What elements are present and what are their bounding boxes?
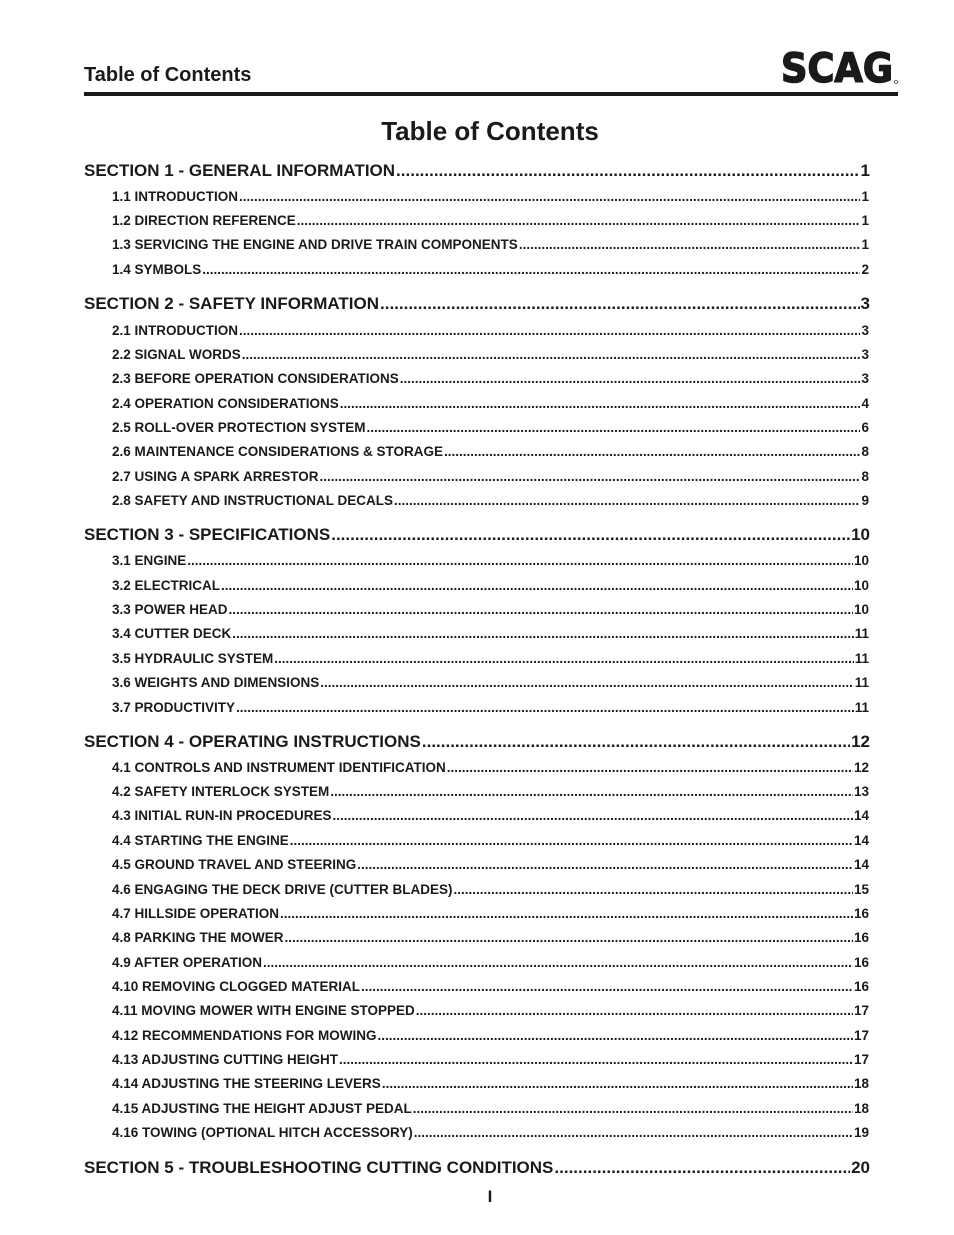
toc-entry-label: 4.12 RECOMMENDATIONS FOR MOWING <box>112 1028 377 1043</box>
dot-leader <box>202 262 860 277</box>
toc-page-number: 19 <box>853 1125 869 1140</box>
toc-entry-label: 3.7 PRODUCTIVITY <box>112 700 236 715</box>
toc-page-number: 20 <box>851 1158 870 1177</box>
toc-entry[interactable] <box>112 857 869 872</box>
dot-leader <box>330 784 853 799</box>
toc-entry[interactable] <box>112 675 869 690</box>
toc-entry[interactable] <box>112 808 869 823</box>
toc-entry[interactable] <box>112 578 869 593</box>
toc-entry-label: 2.7 USING A SPARK ARRESTOR <box>112 469 319 484</box>
dot-leader <box>320 469 861 484</box>
toc-entry[interactable] <box>112 955 869 970</box>
header-rule <box>84 92 898 96</box>
toc-entry[interactable] <box>112 1076 869 1091</box>
dot-leader <box>285 930 853 945</box>
toc-entry[interactable] <box>112 396 869 411</box>
toc-entry[interactable] <box>112 1101 869 1116</box>
dot-leader <box>361 979 853 994</box>
dot-leader <box>221 578 853 593</box>
dot-leader <box>340 396 861 411</box>
dot-leader <box>422 732 850 752</box>
toc-entry-label: 2.4 OPERATION CONSIDERATIONS <box>112 396 339 411</box>
toc-page-number: 3 <box>861 371 869 386</box>
toc-entry[interactable] <box>112 1052 869 1067</box>
toc-entry[interactable] <box>112 602 869 617</box>
toc-entry-label: 4.15 ADJUSTING THE HEIGHT ADJUST PEDAL <box>112 1101 412 1116</box>
toc-page-number: 3 <box>861 347 869 362</box>
toc-entry[interactable] <box>112 906 869 921</box>
toc-entry[interactable] <box>112 213 869 228</box>
toc-page-number: 11 <box>854 651 869 666</box>
toc-entry-label: 4.2 SAFETY INTERLOCK SYSTEM <box>112 784 330 799</box>
toc-entry[interactable] <box>112 930 869 945</box>
dot-leader <box>447 760 853 775</box>
dot-leader <box>454 882 853 897</box>
toc-page-number: 8 <box>861 469 869 484</box>
dot-leader <box>554 1158 850 1178</box>
toc-entry-label: 3.5 HYDRAULIC SYSTEM <box>112 651 274 666</box>
toc-entry-label: 4.4 STARTING THE ENGINE <box>112 833 289 848</box>
toc-page-number: 10 <box>853 553 869 568</box>
dot-leader <box>263 955 853 970</box>
dot-leader <box>290 833 853 848</box>
dot-leader <box>297 213 861 228</box>
toc-entry-label: 1.1 INTRODUCTION <box>112 189 239 204</box>
toc-entry[interactable] <box>112 444 869 459</box>
toc-page-number: 9 <box>861 493 869 508</box>
toc-page-number: 1 <box>861 189 869 204</box>
toc-entry-label: 1.2 DIRECTION REFERENCE <box>112 213 296 228</box>
toc-entry-label: 2.1 INTRODUCTION <box>112 323 239 338</box>
toc-entry-label: 4.10 REMOVING CLOGGED MATERIAL <box>112 979 361 994</box>
toc-page-number: 16 <box>853 979 869 994</box>
dot-leader <box>396 161 859 181</box>
dot-leader <box>333 808 853 823</box>
toc-page-number: 14 <box>853 833 869 848</box>
toc-entry[interactable] <box>112 784 869 799</box>
toc-entry-label: 2.2 SIGNAL WORDS <box>112 347 241 362</box>
toc-page-number: 1 <box>861 237 869 252</box>
toc-entry[interactable] <box>112 371 869 386</box>
toc-page-number: 18 <box>853 1101 869 1116</box>
toc-entry[interactable] <box>112 882 869 897</box>
dot-leader <box>187 553 853 568</box>
page-footer-number: I <box>487 1187 493 1206</box>
toc-entry-label: 1.3 SERVICING THE ENGINE AND DRIVE TRAIN COMPONENTS <box>112 237 518 252</box>
toc-page-number: 10 <box>853 602 869 617</box>
toc-entry[interactable] <box>112 323 869 338</box>
toc-page-number: 16 <box>853 906 869 921</box>
dot-leader <box>320 675 853 690</box>
toc-entry[interactable] <box>112 1125 869 1140</box>
toc-page-number: 3 <box>860 294 870 313</box>
toc-page-number: 6 <box>861 420 869 435</box>
toc-entry-label: 2.5 ROLL-OVER PROTECTION SYSTEM <box>112 420 366 435</box>
toc-entry[interactable] <box>112 760 869 775</box>
dot-leader <box>378 1028 853 1043</box>
dot-leader <box>229 602 853 617</box>
toc-page-number: 14 <box>853 808 869 823</box>
scag-logo <box>779 44 899 88</box>
toc-section-label: SECTION 3 - SPECIFICATIONS <box>84 525 331 544</box>
toc-page-number: 18 <box>853 1076 869 1091</box>
running-header-title: Table of Contents <box>84 64 252 86</box>
dot-leader <box>414 1125 853 1140</box>
toc-page-number: 11 <box>854 700 869 715</box>
toc-entry[interactable] <box>112 347 869 362</box>
dot-leader <box>274 651 853 666</box>
toc-page-number: 3 <box>861 323 869 338</box>
dot-leader <box>382 1076 853 1091</box>
toc-entry-label: 4.7 HILLSIDE OPERATION <box>112 906 280 921</box>
toc-page-number: 17 <box>853 1028 869 1043</box>
toc-entry-label: 4.9 AFTER OPERATION <box>112 955 263 970</box>
toc-entry-label: 4.3 INITIAL RUN-IN PROCEDURES <box>112 808 332 823</box>
toc-entry-label: 3.4 CUTTER DECK <box>112 626 232 641</box>
toc-section-5[interactable] <box>84 1158 870 1178</box>
toc-section-2[interactable] <box>84 294 870 314</box>
toc-entry-label: 4.5 GROUND TRAVEL AND STEERING <box>112 857 357 872</box>
toc-entry[interactable] <box>112 493 869 508</box>
toc-page-number: 11 <box>854 675 869 690</box>
toc-entry[interactable] <box>112 626 869 641</box>
toc-entry[interactable] <box>112 1028 869 1043</box>
toc-section-label: SECTION 2 - SAFETY INFORMATION <box>84 294 379 313</box>
toc-entry-label: 3.2 ELECTRICAL <box>112 578 221 593</box>
toc-section-1[interactable] <box>84 161 870 181</box>
toc-section-4[interactable] <box>84 732 870 752</box>
dot-leader <box>413 1101 853 1116</box>
toc-entry-label: 4.14 ADJUSTING THE STEERING LEVERS <box>112 1076 381 1091</box>
dot-leader <box>331 525 850 545</box>
dot-leader <box>232 626 853 641</box>
dot-leader <box>242 347 861 362</box>
toc-entry-label: 2.8 SAFETY AND INSTRUCTIONAL DECALS <box>112 493 394 508</box>
toc-entry-label: 4.1 CONTROLS AND INSTRUMENT IDENTIFICATION <box>112 760 446 775</box>
toc-entry-label: 3.1 ENGINE <box>112 553 187 568</box>
toc-page-number: 1 <box>860 161 870 180</box>
logo-text: SCAG <box>781 46 893 88</box>
toc-entry-label: 3.3 POWER HEAD <box>112 602 228 617</box>
toc-page-number: 10 <box>853 578 869 593</box>
toc-entry[interactable] <box>112 700 869 715</box>
toc-entry-label: 2.3 BEFORE OPERATION CONSIDERATIONS <box>112 371 399 386</box>
dot-leader <box>239 189 860 204</box>
toc-page-number: 16 <box>853 955 869 970</box>
toc-page-number: 11 <box>854 626 869 641</box>
toc-page-number: 10 <box>851 525 870 544</box>
toc-entry[interactable] <box>112 189 869 204</box>
toc-page-number: 12 <box>853 760 869 775</box>
toc-entry-label: 4.13 ADJUSTING CUTTING HEIGHT <box>112 1052 339 1067</box>
toc-page-number: 16 <box>853 930 869 945</box>
toc-page-number: 17 <box>853 1003 869 1018</box>
toc-entry[interactable] <box>112 1003 869 1018</box>
toc-page-number: 15 <box>853 882 869 897</box>
dot-leader <box>394 493 860 508</box>
toc-entry[interactable] <box>112 469 869 484</box>
toc-page-number: 17 <box>853 1052 869 1067</box>
toc-section-3[interactable] <box>84 525 870 545</box>
dot-leader <box>380 294 860 314</box>
toc-entry[interactable] <box>112 553 869 568</box>
toc-section-label: SECTION 4 - OPERATING INSTRUCTIONS <box>84 732 421 751</box>
toc-entry[interactable] <box>112 420 869 435</box>
dot-leader <box>357 857 853 872</box>
dot-leader <box>280 906 853 921</box>
dot-leader <box>236 700 854 715</box>
toc-entry-label: 4.16 TOWING (OPTIONAL HITCH ACCESSORY) <box>112 1125 413 1140</box>
dot-leader <box>400 371 861 386</box>
toc-entry-label: 1.4 SYMBOLS <box>112 262 202 277</box>
page-title: Table of Contents <box>381 116 599 146</box>
dot-leader <box>416 1003 853 1018</box>
toc-entry-label: 4.6 ENGAGING THE DECK DRIVE (CUTTER BLADES) <box>112 882 453 897</box>
toc-entry[interactable] <box>112 262 869 277</box>
toc-page-number: 13 <box>853 784 869 799</box>
toc-entry-label: 2.6 MAINTENANCE CONSIDERATIONS & STORAGE <box>112 444 444 459</box>
toc-page-number: 1 <box>861 213 869 228</box>
toc-page-number: 4 <box>861 396 869 411</box>
toc-page-number: 12 <box>851 732 870 751</box>
toc-section-label: SECTION 5 - TROUBLESHOOTING CUTTING CONDITIONS <box>84 1158 554 1177</box>
dot-leader <box>367 420 861 435</box>
toc-page-number: 2 <box>861 262 869 277</box>
toc-page-number: 8 <box>861 444 869 459</box>
dot-leader <box>519 237 861 252</box>
dot-leader <box>339 1052 853 1067</box>
toc-entry-label: 4.8 PARKING THE MOWER <box>112 930 284 945</box>
toc-entry[interactable] <box>112 979 869 994</box>
toc-entry-label: 3.6 WEIGHTS AND DIMENSIONS <box>112 675 320 690</box>
toc-entry[interactable] <box>112 651 869 666</box>
toc-entry-label: 4.11 MOVING MOWER WITH ENGINE STOPPED <box>112 1003 415 1018</box>
dot-leader <box>239 323 860 338</box>
toc-section-label: SECTION 1 - GENERAL INFORMATION <box>84 161 396 180</box>
toc-entry[interactable] <box>112 833 869 848</box>
toc-entry[interactable] <box>112 237 869 252</box>
dot-leader <box>444 444 860 459</box>
toc-page-number: 14 <box>853 857 869 872</box>
